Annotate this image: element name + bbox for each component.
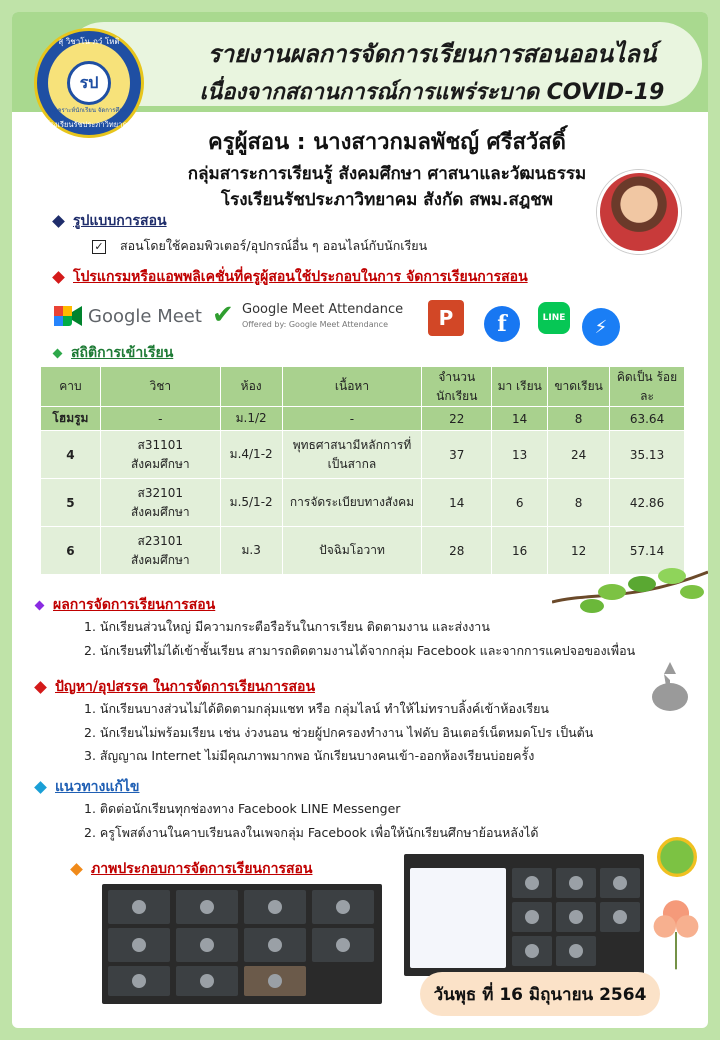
cell-percent: 42.86 [610,479,685,527]
date-banner: วันพุธ ที่ 16 มิถุนายน 2564 [420,972,660,1016]
cell-content: ปัจฉิมโอวาท [282,527,422,575]
video-tile [512,902,552,932]
problems-title: ปัญหา/อุปสรรค ในการจัดการเรียนการสอน [55,679,316,695]
cell-absent: 12 [548,527,610,575]
video-tile [512,868,552,898]
cell-students: 37 [422,431,492,479]
list-item: 2. นักเรียนไม่พร้อมเรียน เช่น ง่วงนอน ช่วยผู้ปกครองทำงาน ไฟดับ อินเตอร์เน็ตหมดโปร เป็นต้น [84,724,594,740]
problems-heading [36,676,315,698]
photos-title: ภาพประกอบการจัดการเรียนการสอน [91,861,313,877]
results-list [84,618,635,659]
teacher-name: ครูผู้สอน : นางสาวกมลพัชญ์ ศรีสวัสดิ์ [208,130,566,155]
cell-subject [100,527,220,575]
video-tile [600,902,640,932]
subject-name: สังคมศึกษา [130,504,190,519]
teaching-format-heading [54,210,167,232]
cell-percent: 35.13 [610,431,685,479]
meet-attendance-sub: Offered by: Google Meet Attendance [242,320,389,329]
diamond-bullet-icon [34,681,47,694]
col-percent: คิดเป็น ร้อยละ [610,367,685,407]
video-tile [176,890,238,924]
cell-room: ม.1/2 [220,407,282,431]
checkmark-icon: ✔ [212,300,234,330]
subject-name: สังคมศึกษา [130,456,190,471]
page-title-line1: รายงานผลการจัดการเรียนการสอนออนไลน์ [207,40,657,68]
video-tile [556,868,596,898]
cell-room: ม.4/1-2 [220,431,282,479]
video-tile [556,902,596,932]
col-subject: วิชา [100,367,220,407]
google-meet-label: Google Meet [88,306,202,327]
table-header-row [41,367,685,407]
messenger-icon: ⚡ [582,308,620,346]
teaching-format-title: รูปแบบการสอน [73,213,167,229]
line-icon [538,302,570,334]
teaching-format-text: สอนโดยใช้คอมพิวเตอร์/อุปกรณ์อื่น ๆ ออนไลน์กับนักเรียน [119,238,428,253]
cell-absent: 24 [548,431,610,479]
diamond-bullet-icon [53,348,63,358]
facebook-icon: f [484,306,520,342]
list-item: 2. ครูโพสต์งานในคาบเรียนลงในเพจกลุ่ม Facebook เพื่อให้นักเรียนศึกษาย้อนหลังได้ [84,824,539,840]
page-title-line2: เนื่องจากสถานการณ์การแพร่ระบาด COVID-19 [199,80,665,105]
subject-code: ส31101 [137,437,184,452]
cell-present: 6 [492,479,548,527]
cell-room: ม.3 [220,527,282,575]
cell-period: 4 [41,431,101,479]
video-tile [312,890,374,924]
video-tile [244,890,306,924]
video-tile [312,928,374,962]
cell-present: 14 [492,407,548,431]
col-period: คาบ [41,367,101,407]
video-tile [108,890,170,924]
logo-seal: รป [67,61,111,105]
cell-content: การจัดระเบียบทางสังคม [282,479,422,527]
cell-subject [100,479,220,527]
subject-code: ส32101 [137,485,184,500]
diamond-bullet-icon [52,271,65,284]
results-heading [36,594,215,616]
apps-row [54,298,654,348]
cell-percent: 57.14 [610,527,685,575]
col-absent: ขาดเรียน [548,367,610,407]
list-item: 1. นักเรียนส่วนใหญ่ มีความกระตือรือร้นในการเรียน ติดตามงาน และส่งงาน [84,619,490,634]
cell-period: 5 [41,479,101,527]
globe-icon [652,832,702,882]
list-item: 3. สัญญาณ Internet ไม่มีคุณภาพมากพอ นักเรียนบางคนเข้า-ออกห้องเรียนบ่อยครั้ง [84,748,535,763]
table-row [41,407,685,431]
video-tile [600,868,640,898]
logo-ribbon: โรงเรียนรัชประภาวิทยาคม [45,120,133,129]
cell-percent: 63.64 [610,407,685,431]
cell-content: - [282,407,422,431]
diamond-bullet-icon [35,600,45,610]
cell-present: 13 [492,431,548,479]
apps-heading [54,266,528,288]
department: กลุ่มสาระการเรียนรู้ สังคมศึกษา ศาสนาและวัฒนธรรม [187,164,587,184]
diamond-bullet-icon [52,215,65,228]
subject-name: สังคมศึกษา [130,552,190,567]
cell-subject [100,431,220,479]
meet-screenshot-2 [404,854,644,976]
meet-attendance-title: Google Meet Attendance [242,302,404,317]
stats-title: สถิติการเข้าเรียน [71,345,174,361]
results-title: ผลการจัดการเรียนการสอน [53,597,216,613]
solutions-heading [36,776,140,798]
poster [12,12,708,1028]
photos-heading [72,858,312,880]
teaching-format-item [92,236,427,256]
diamond-bullet-icon [70,863,83,876]
solutions-list [84,800,538,841]
col-students: จำนวน นักเรียน [422,367,492,407]
cell-period: 6 [41,527,101,575]
col-content: เนื้อหา [282,367,422,407]
problems-list [84,700,593,765]
table-row [41,431,685,479]
meet-screenshot-1 [102,884,382,1004]
flower-icon [648,892,704,972]
solutions-title: แนวทางแก้ไข [55,779,140,795]
cell-absent: 8 [548,479,610,527]
cell-content: พุทธศาสนามีหลักการที่เป็นสากล [282,431,422,479]
video-tile [176,966,238,996]
subject-code: ส23101 [137,533,184,548]
logo-motto: สุ วิชาโน ภวํ โหติ [58,37,120,46]
cell-students: 28 [422,527,492,575]
video-tile [512,936,552,966]
cell-present: 16 [492,527,548,575]
diamond-bullet-icon [34,781,47,794]
video-tile [108,966,170,996]
cell-absent: 8 [548,407,610,431]
list-item: 1. ติดต่อนักเรียนทุกช่องทาง Facebook LINE Messenger [84,801,401,816]
stats-heading [54,342,173,364]
video-tile [556,936,596,966]
col-room: ห้อง [220,367,282,407]
cell-students: 14 [422,479,492,527]
video-tile [176,928,238,962]
google-meet-icon [54,304,82,328]
cell-students: 22 [422,407,492,431]
teacher-photo [597,170,681,254]
presentation-slide [410,868,506,968]
video-tile [244,966,306,996]
school-name: โรงเรียนรัชประภาวิทยาคม สังกัด สพม.สฎชพ [220,190,554,210]
cell-subject: - [100,407,220,431]
logo-small-text: อนุเคราะห์นักเรียน จัดการศึกษา [47,107,131,114]
line-icon-label: LINE [542,313,566,323]
cell-period: โฮมรูม [41,407,101,431]
list-item: 2. นักเรียนที่ไม่ได้เข้าชั้นเรียน สามารถติดตามงานได้จากกลุ่ม Facebook และจากการแคปจอของเพื่อน [84,642,636,658]
attendance-table [40,366,685,575]
powerpoint-icon: P [428,300,464,336]
school-logo [34,28,144,138]
list-item: 1. นักเรียนบางส่วนไม่ได้ติดตามกลุ่มแชท หรือ กลุ่มไลน์ ทำให้ไม่ทราบลิ้งค์เข้าห้องเรียน [84,701,549,716]
video-tile [108,928,170,962]
apps-title: โปรแกรมหรือแอพพลิเคชั่นที่ครูผู้สอนใช้ประกอบในการ จัดการเรียนการสอน [73,269,528,285]
table-row [41,479,685,527]
video-tile [244,928,306,962]
col-present: มา เรียน [492,367,548,407]
checkbox-checked-icon: ✓ [92,240,106,254]
cell-room: ม.5/1-2 [220,479,282,527]
